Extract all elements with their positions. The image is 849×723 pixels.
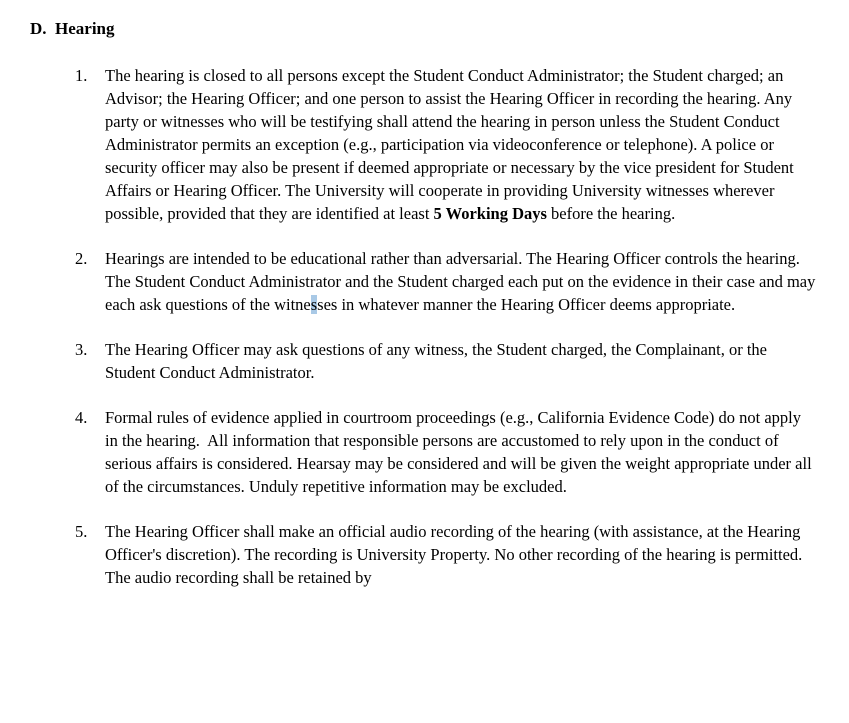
section-heading [30, 17, 817, 40]
list-item [30, 406, 817, 498]
body-text: The Hearing Officer may ask questions of any witness, the Student charged, the Complainant, or the Student Conduct Administrator. [105, 340, 772, 382]
list-item-text [105, 247, 820, 316]
list-item [30, 338, 817, 384]
bold-text: 5 Working Days [433, 204, 547, 223]
highlighted-text: s [310, 295, 318, 314]
numbered-list [30, 64, 820, 589]
section-heading-label: D. [30, 19, 47, 38]
body-text: ses in whatever manner the Hearing Officer deems appropriate. [317, 295, 736, 314]
list-item [30, 64, 817, 225]
section-heading-title: Hearing [55, 19, 115, 38]
list-item-number: 3. [75, 340, 88, 359]
body-text: before the hearing. [546, 204, 676, 223]
list-item-text [105, 406, 817, 498]
body-text: Formal rules of evidence applied in courtroom proceedings (e.g., California Evidence Code) do not apply in the hearing. All information that responsible persons are accustomed to rely upon in the conduct of serious affairs is considered. Hearsay may be considered and will be given the weight appropriate under all of the circumstances. Unduly repetitive information may be excluded. [105, 408, 816, 496]
list-item [30, 247, 820, 316]
list-item-text [105, 64, 817, 225]
list-item-number: 5. [75, 522, 88, 541]
body-text: Hearings are intended to be educational rather than adversarial. The Hearing Officer controls the hearing. The Student Conduct Administrator and the Student charged each put on the evidence in their case and may each ask questions of the witne [105, 249, 820, 314]
list-item [30, 520, 817, 589]
list-item-number: 2. [75, 249, 88, 268]
list-item-text [105, 338, 817, 384]
list-item-text [105, 520, 817, 589]
list-item-number: 4. [75, 408, 88, 427]
list-item-number: 1. [75, 66, 88, 85]
body-text: The Hearing Officer shall make an official audio recording of the hearing (with assistance, at the Hearing Officer's discretion). The recording is University Property. No other recording of the hearing is permitted. The audio recording shall be retained by [105, 522, 807, 587]
body-text: The hearing is closed to all persons except the Student Conduct Administrator; the Student charged; an Advisor; the Hearing Officer; and one person to assist the Hearing Officer in recording the hearing. Any party or witnesses who will be testifying shall attend the hearing in person unless the Student Conduct Administrator permits an exception (e.g., participation via videoconference or telephone). A police or security officer may also be present if deemed appropriate or necessary by the vice president for Student Affairs or Hearing Officer. The University will cooperate in providing University witnesses wherever possible, provided that they are identified at least [105, 66, 797, 223]
